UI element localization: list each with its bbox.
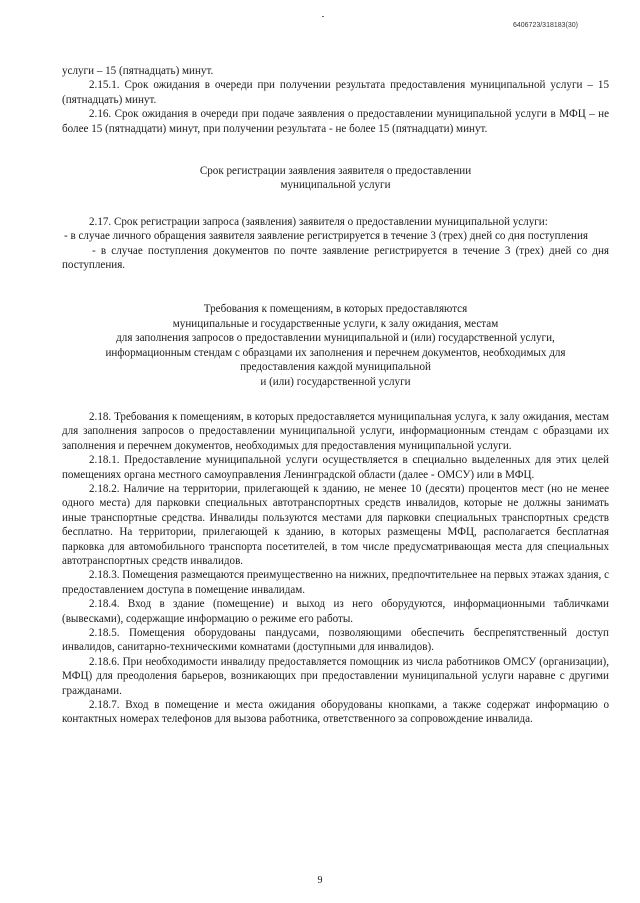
heading-line: предоставления каждой муниципальной	[240, 361, 431, 374]
heading-line: для заполнения запросов о предоставлении муниципальной и (или) государственной услуги,	[116, 332, 555, 345]
list-item-personal: - в случае личного обращения заявителя заявление регистрируется в течение 3 (трех) дней со дня поступления	[64, 230, 588, 243]
heading-line: Срок регистрации заявления заявителя о предоставлении	[199, 165, 472, 178]
section-heading-premises	[62, 302, 609, 388]
paragraph-2-18-4: 2.18.4. Вход в здание (помещение) и выход из него оборудуются, информационными табличками (вывесками), содержащие информацию о режиме его работы.	[62, 598, 609, 625]
section-heading-registration	[62, 164, 609, 193]
paragraph-2-18-2: 2.18.2. Наличие на территории, прилегающей к зданию, не менее 10 (десяти) процентов мест (но не менее одного места) для парковки специальных автотранспортных средств инвалидов, которые не должны занимать иные транспортные средства. Инвалиды пользуются местами для парковки специальных транспортных средств бесплатно. На территории, прилегающей к зданию, в которых размещены МФЦ, располагается бесплатная парковка для автомобильного транспорта посетителей, в том числе предусматривающая места для специальных автотранспортных средств инвалидов.	[62, 482, 609, 567]
paragraph-2-18-6: 2.18.6. При необходимости инвалиду предоставляется помощник из числа работников ОМСУ (организации), МФЦ) для преодоления барьеров, возникающих при предоставлении муниципальной услуги наравне с другими гражданами.	[62, 655, 609, 697]
paragraph-2-16: 2.16. Срок ожидания в очереди при подаче заявления о предоставлении муниципальной услуги в МФЦ – не более 15 (пятнадцати) минут, при получении результата - не более 15 (пятнадцати) минут.	[62, 108, 609, 135]
page-number: 9	[317, 875, 323, 886]
paragraph-2-18-7: 2.18.7. Вход в помещение и места ожидания оборудованы кнопками, а также содержат информацию о контактных номерах телефонов для вызова работника, ответственного за сопровождение инвалида.	[62, 699, 609, 726]
heading-line: муниципальные и государственные услуги, к залу ожидания, местам	[172, 317, 499, 330]
document-body	[62, 64, 609, 727]
paragraph-2-18-3: 2.18.3. Помещения размещаются преимущественно на нижних, предпочтительнее на первых этажах здания, с предоставлением доступа в помещение инвалидам.	[62, 569, 609, 596]
heading-line: муниципальной услуги	[280, 179, 391, 192]
paragraph-continuation: услуги – 15 (пятнадцать) минут.	[62, 65, 214, 77]
list-item-mail: - в случае поступления документов по почте заявление регистрируется в течение 3 (трех) дней со дня поступления.	[62, 244, 609, 272]
paragraph-2-18-5: 2.18.5. Помещения оборудованы пандусами, позволяющими обеспечить беспрепятственный доступ инвалидов, санитарно-техническими комнатами (доступными для инвалидов).	[62, 627, 609, 654]
heading-line: Требования к помещениям, в которых предоставляются	[203, 303, 468, 316]
paragraph-2-15-1: 2.15.1. Срок ожидания в очереди при получении результата предоставления муниципальной услуги – 15 (пятнадцать) минут.	[62, 79, 609, 106]
heading-line: информационным стендам с образцами их заполнения и перечнем документов, необходимых для	[105, 346, 566, 359]
document-id: 6406723/318183(30)	[512, 22, 578, 29]
heading-line: и (или) государственной услуги	[260, 375, 411, 388]
scan-speck	[322, 16, 324, 17]
paragraph-2-18: 2.18. Требования к помещениям, в которых предоставляется муниципальная услуга, к залу ожидания, местам для заполнения запросов о предоставлении муниципальной услуги, информационным стендам с образцами их заполнения и перечнем документов, необходимых для предоставления муниципальной услуги.	[62, 410, 609, 452]
paragraph-2-18-1: 2.18.1. Предоставление муниципальной услуги осуществляется в специально выделенных для этих целей помещениях органа местного самоуправления Ленинградской области (далее - ОМСУ) или в МФЦ.	[62, 454, 609, 481]
paragraph-2-17: 2.17. Срок регистрации запроса (заявления) заявителя о предоставлении муниципальной услуги:	[89, 215, 548, 228]
